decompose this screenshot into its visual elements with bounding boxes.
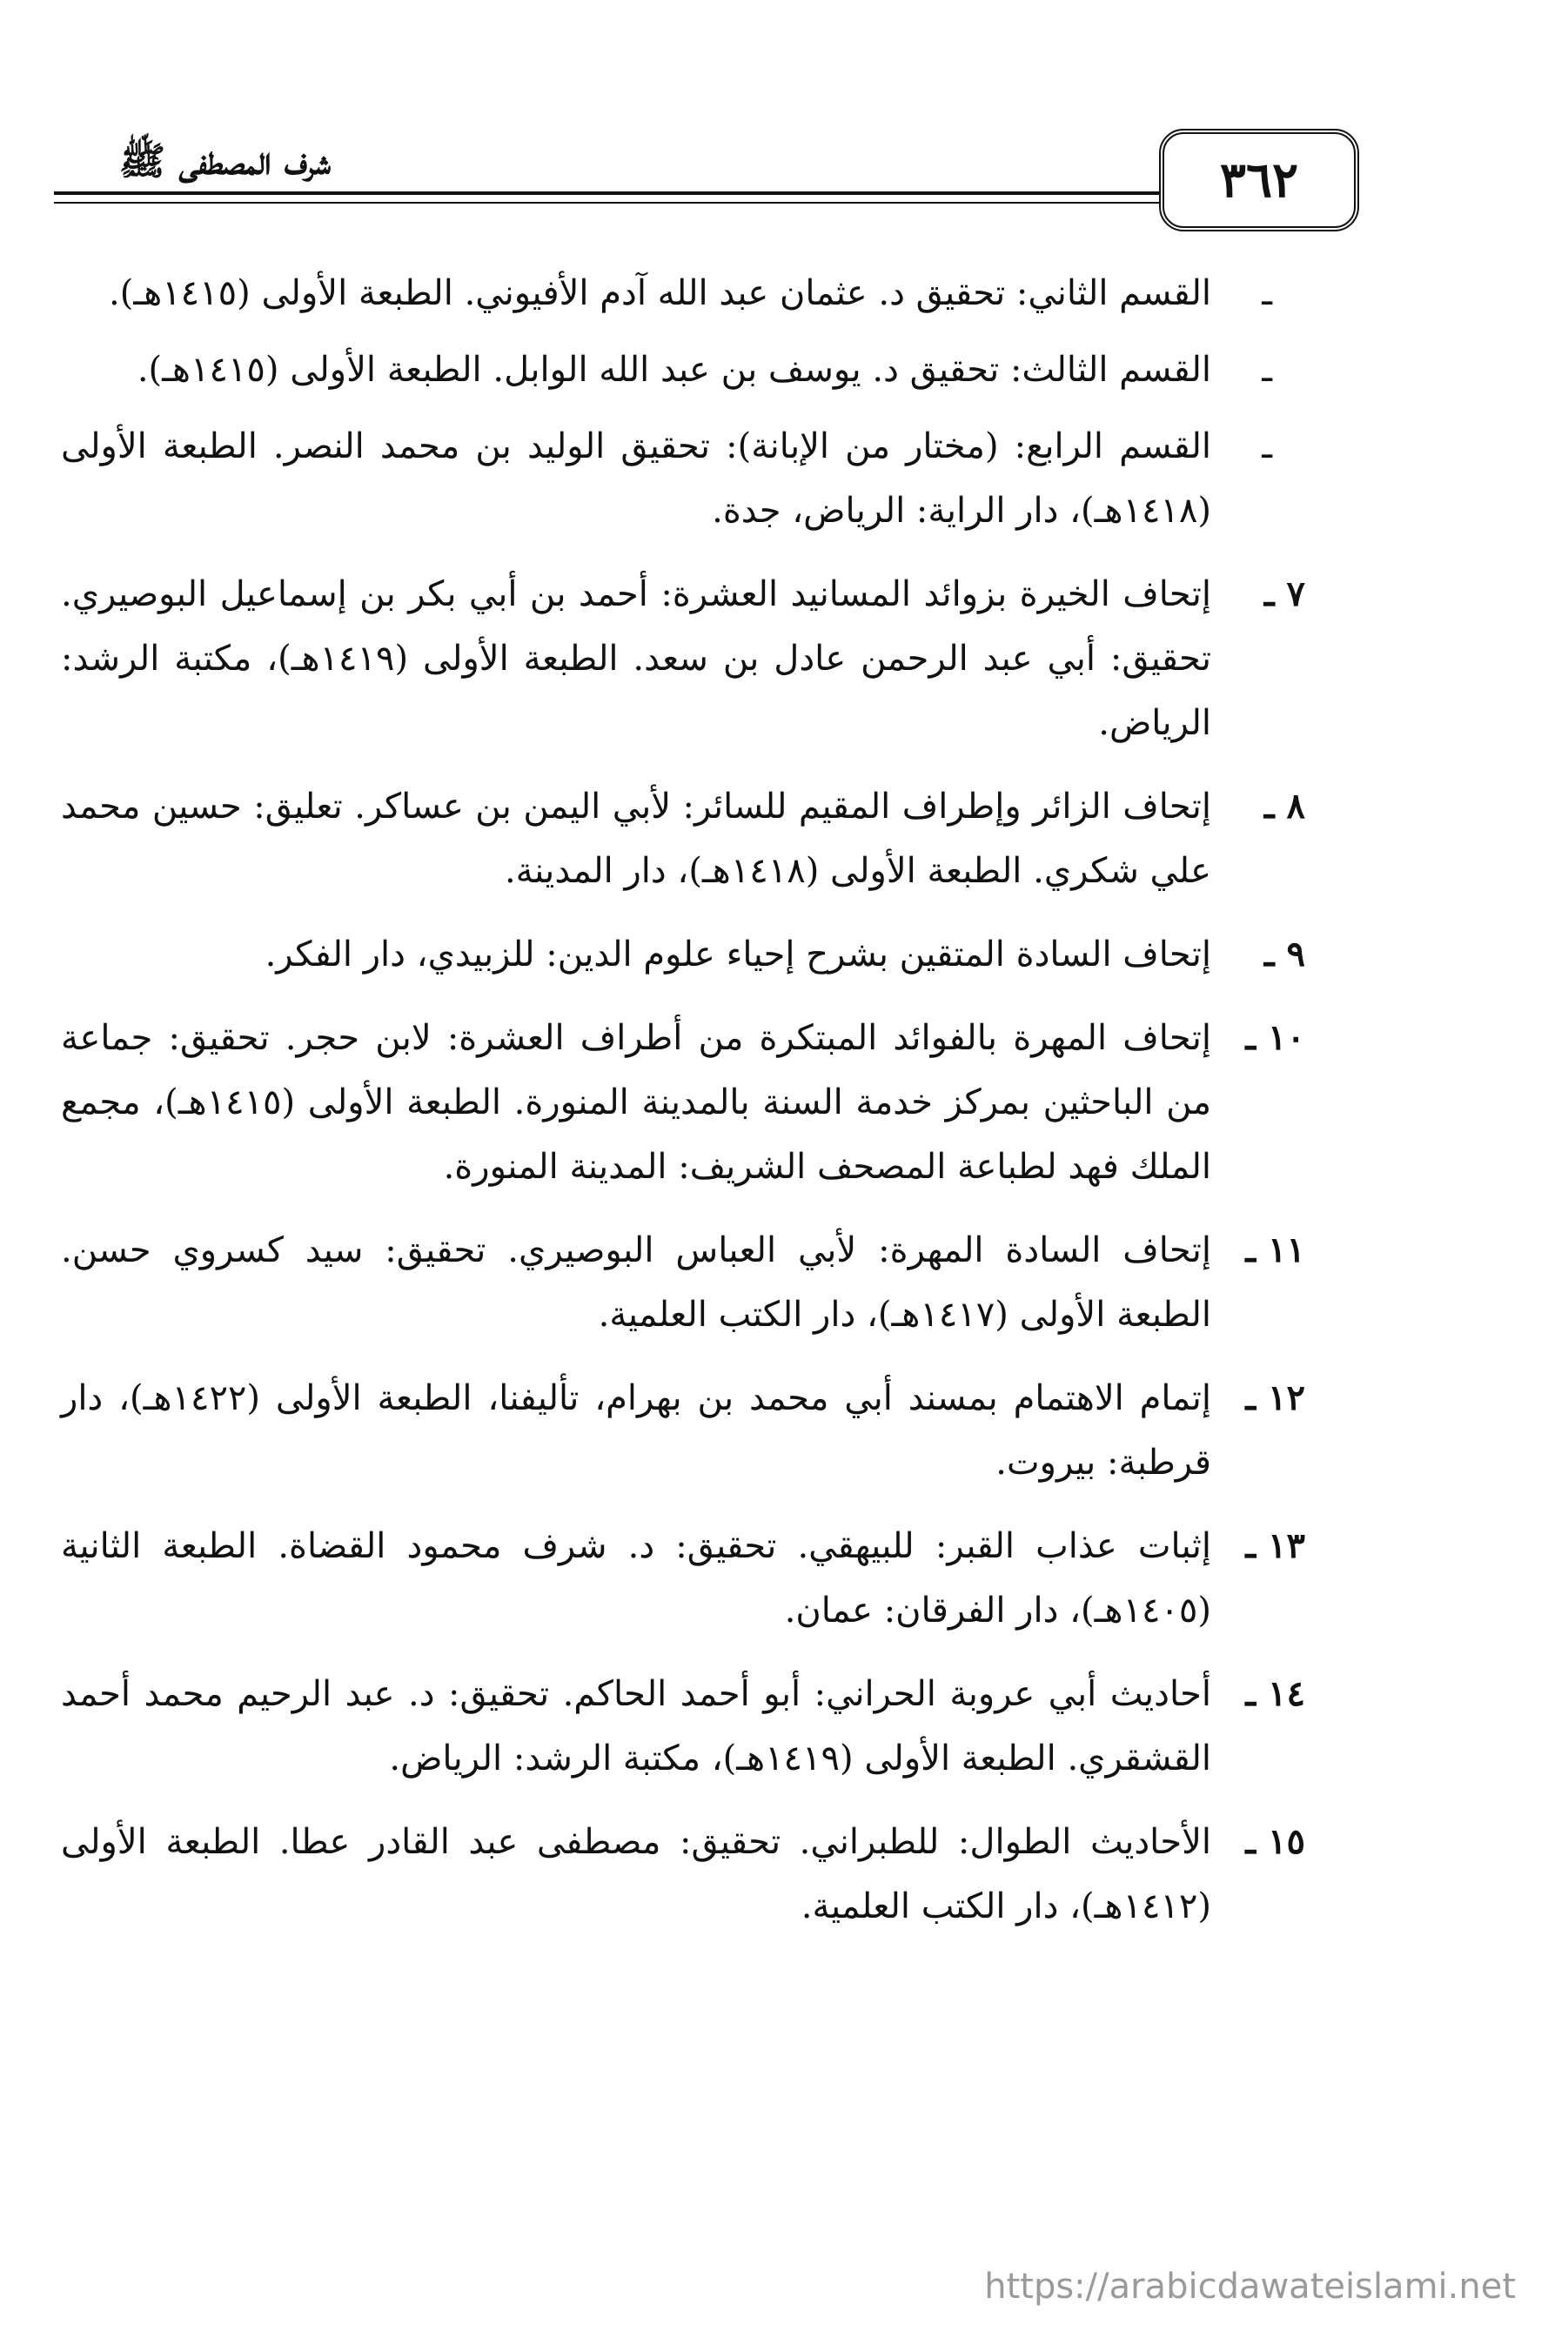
entry-text: إتحاف السادة المتقين بشرح إحياء علوم الدين: للزبيدي، دار الفكر. [265,934,1211,975]
entry-number: ١٤ ـ [1245,1673,1305,1714]
bibliography-entry [61,562,1305,755]
subsection-item [61,338,1305,402]
entry-number: ٨ ـ [1263,786,1305,827]
bibliography-entry [61,1514,1305,1643]
bibliography-entry [61,774,1305,903]
dash-marker: ـ [1262,273,1272,313]
page-body [61,261,1305,1958]
entry-number: ١٠ ـ [1245,1017,1305,1058]
entry-text: إتحاف الزائر وإطراف المقيم للسائر: لأبي اليمن بن عساكر. تعليق: حسين محمد علي شكري. الطبعة الأولى (١٤١٨هـ)، دار المدينة. [61,787,1211,891]
running-title: شرف المصطفى ﷺ [118,139,331,184]
page-number: ٣٦٢ [1159,129,1359,231]
bibliography-entry [61,1662,1305,1791]
subsection-text: القسم الثالث: تحقيق د. يوسف بن عبد الله الوابل. الطبعة الأولى (١٤١٥هـ). [137,350,1211,390]
entry-text: إثبات عذاب القبر: للبيهقي. تحقيق: د. شرف محمود القضاة. الطبعة الثانية (١٤٠٥هـ)، دار الفرقان: عمان. [61,1526,1212,1631]
entry-text: إتحاف الخيرة بزوائد المسانيد العشرة: أحمد بن أبي بكر بن إسماعيل البوصيري. تحقيق: أبي عبد الرحمن عادل بن سعد. الطبعة الأولى (١٤١٩هـ)، مكتبة الرشد: الرياض. [61,574,1211,743]
entry-number: ١٥ ـ [1245,1821,1305,1862]
subsection-text: القسم الثاني: تحقيق د. عثمان عبد الله آدم الأفيوني. الطبعة الأولى (١٤١٥هـ). [109,273,1211,313]
page-header [0,0,1568,244]
entry-text: إتمام الاهتمام بمسند أبي محمد بن بهرام، تأليفنا، الطبعة الأولى (١٤٢٢هـ)، دار قرطبة: بيروت. [61,1378,1211,1483]
entry-number: ٧ ـ [1263,573,1305,614]
entry-number: ١٣ ـ [1245,1525,1305,1566]
entry-text: إتحاف السادة المهرة: لأبي العباس البوصيري. تحقيق: سيد كسروي حسن. الطبعة الأولى (١٤١٧هـ)، دار الكتب العلمية. [61,1230,1211,1335]
subsection-item [61,261,1305,325]
dash-marker: ـ [1262,426,1272,466]
dash-marker: ـ [1262,350,1272,390]
bibliography-entry [61,1810,1305,1939]
bibliography-entry [61,1218,1305,1347]
watermark-url: https://arabicdawateislami.net [984,2267,1516,2307]
entry-number: ١١ ـ [1245,1229,1305,1270]
entry-text: أحاديث أبي عروبة الحراني: أبو أحمد الحاكم. تحقيق: د. عبد الرحيم محمد أحمد القشقري. الطبعة الأولى (١٤١٩هـ)، مكتبة الرشد: الرياض. [61,1674,1211,1778]
entry-number: ٩ ـ [1263,934,1305,975]
bibliography-entry [61,922,1305,987]
entry-text: إتحاف المهرة بالفوائد المبتكرة من أطراف العشرة: لابن حجر. تحقيق: جماعة من الباحثين بمركز خدمة السنة بالمدينة المنورة. الطبعة الأولى (١٤١٥هـ)، مجمع الملك فهد لطباعة المصحف الشريف: المدينة المنورة. [61,1018,1211,1187]
entry-text: الأحاديث الطوال: للطبراني. تحقيق: مصطفى عبد القادر عطا. الطبعة الأولى (١٤١٢هـ)، دار الكتب العلمية. [61,1822,1211,1926]
subsection-item [61,414,1305,543]
header-rule-thin [54,202,1349,204]
bibliography-entry [61,1006,1305,1199]
bibliography-entry [61,1366,1305,1495]
entry-number: ١٢ ـ [1245,1377,1305,1418]
subsection-text: القسم الرابع: (مختار من الإبانة): تحقيق الوليد بن محمد النصر. الطبعة الأولى (١٤١٨هـ)، دار الراية: الرياض، جدة. [61,426,1211,531]
